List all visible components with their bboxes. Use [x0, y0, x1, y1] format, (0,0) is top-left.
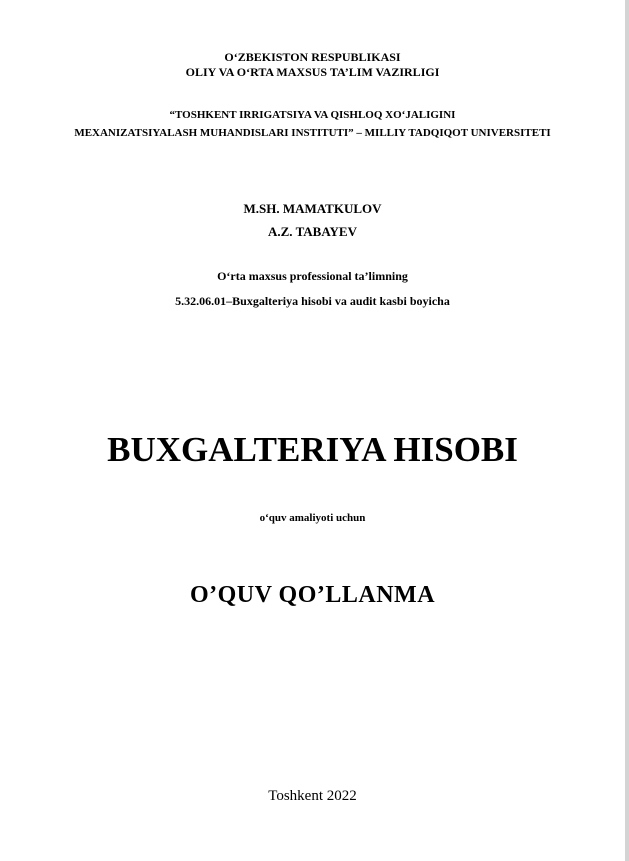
author-2: A.Z. TABAYEV	[268, 224, 357, 239]
specialty-line2: 5.32.06.01–Buxgalteriya hisobi va audit kasbi boyicha	[175, 294, 450, 308]
page-edge-divider	[625, 0, 629, 861]
country-name: O‘ZBEKISTON RESPUBLIKASI	[224, 50, 401, 64]
institute-name-line2: MEXANIZATSIYALASH MUHANDISLARI INSTITUTI” – MILLIY TADQIQOT UNIVERSITETI	[74, 127, 551, 139]
city-year: Toshkent 2022	[268, 788, 357, 804]
book-subtitle: o‘quv amaliyoti uchun	[259, 512, 366, 524]
document-type: O’QUV QO’LLANMA	[189, 582, 436, 608]
specialty-line1: O‘rta maxsus professional ta’limning	[217, 269, 408, 283]
institute-name-line1: “TOSHKENT IRRIGATSIYA VA QISHLOQ XO‘JALIGINI	[169, 109, 456, 121]
ministry-name: OLIY VA O‘RTA MAXSUS TA’LIM VAZIRLIGI	[185, 65, 440, 79]
book-title: BUXGALTERIYA HISOBI	[107, 430, 518, 469]
author-1: M.SH. MAMATKULOV	[243, 201, 382, 216]
